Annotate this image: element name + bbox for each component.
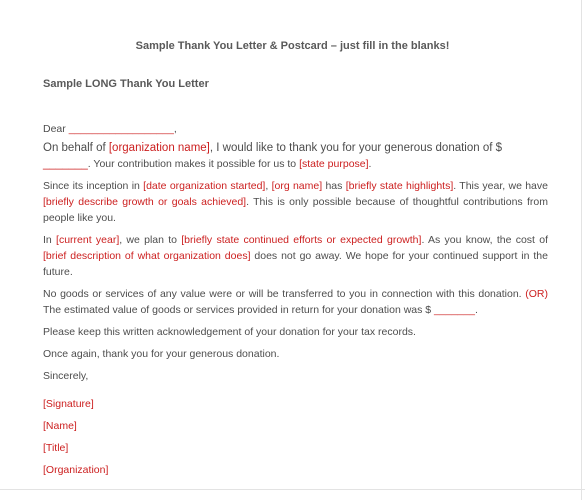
placeholder-growth: [briefly describe growth or goals achieved] (43, 196, 247, 208)
text: . (368, 158, 372, 170)
paragraph-tax-disclosure (43, 286, 548, 318)
placeholder-highlights: [briefly state highlights] (345, 180, 454, 192)
text: Since its inception in (43, 180, 144, 192)
document-title: Sample Thank You Letter & Postcard – just fill in the blanks! (135, 40, 450, 52)
text: does not go away. We hope for your continued support in the future. (43, 250, 548, 278)
placeholder-org-name: [org name] (271, 180, 323, 192)
paragraph-records: Please keep this written acknowledgement of your donation for your tax records. (43, 326, 416, 338)
placeholder-organization-name: [organization name] (108, 142, 210, 154)
text: . This is only possible because of thoughtful contributions from people like you. (43, 196, 548, 224)
paragraph-thanks: Once again, thank you for your generous donation. (43, 348, 280, 360)
or-marker: (OR) (525, 288, 548, 300)
salutation-punct: , (173, 123, 177, 135)
text: has (322, 180, 346, 192)
letter-body (43, 121, 548, 484)
placeholder-organization-description: [brief description of what organization does] (43, 250, 251, 262)
text: . This year, we have (453, 180, 548, 192)
text: No goods or services of any value were or will be transferred to you in connection with this donation. (43, 288, 526, 300)
placeholder-date-started: [date organization started] (143, 180, 266, 192)
closing: Sincerely, (43, 370, 89, 382)
paragraph-plans (43, 232, 548, 280)
placeholder-current-year: [current year] (56, 234, 120, 246)
goods-value-blank: _______ (434, 304, 475, 316)
placeholder-name: [Name] (43, 420, 77, 432)
salutation (43, 121, 548, 137)
text: . Your contribution makes it possible for us to (87, 158, 300, 170)
text: On behalf of (43, 142, 109, 154)
placeholder-organization: [Organization] (43, 464, 109, 476)
paragraph-history (43, 178, 548, 226)
section-title: Sample LONG Thank You Letter (43, 78, 209, 90)
text: , we plan to (119, 234, 182, 246)
text: , I would like to thank you for your generous donation of $ (209, 142, 503, 154)
placeholder-title: [Title] (43, 442, 69, 454)
donation-amount-blank: _______ (43, 158, 88, 170)
text: In (43, 234, 57, 246)
text: . (474, 304, 478, 316)
page-border-right (581, 0, 582, 500)
salutation-blank: __________________ (68, 123, 174, 135)
text: , (265, 180, 272, 192)
salutation-label: Dear (43, 123, 69, 135)
placeholder-continued-efforts: [briefly state continued efforts or expected growth] (181, 234, 422, 246)
page-border-bottom (0, 489, 585, 490)
text: . As you know, the cost of (421, 234, 548, 246)
paragraph-intro (43, 140, 548, 172)
text: The estimated value of goods or services provided in return for your donation was $ (43, 304, 435, 316)
placeholder-signature: [Signature] (43, 398, 94, 410)
placeholder-state-purpose: [state purpose] (299, 158, 369, 170)
